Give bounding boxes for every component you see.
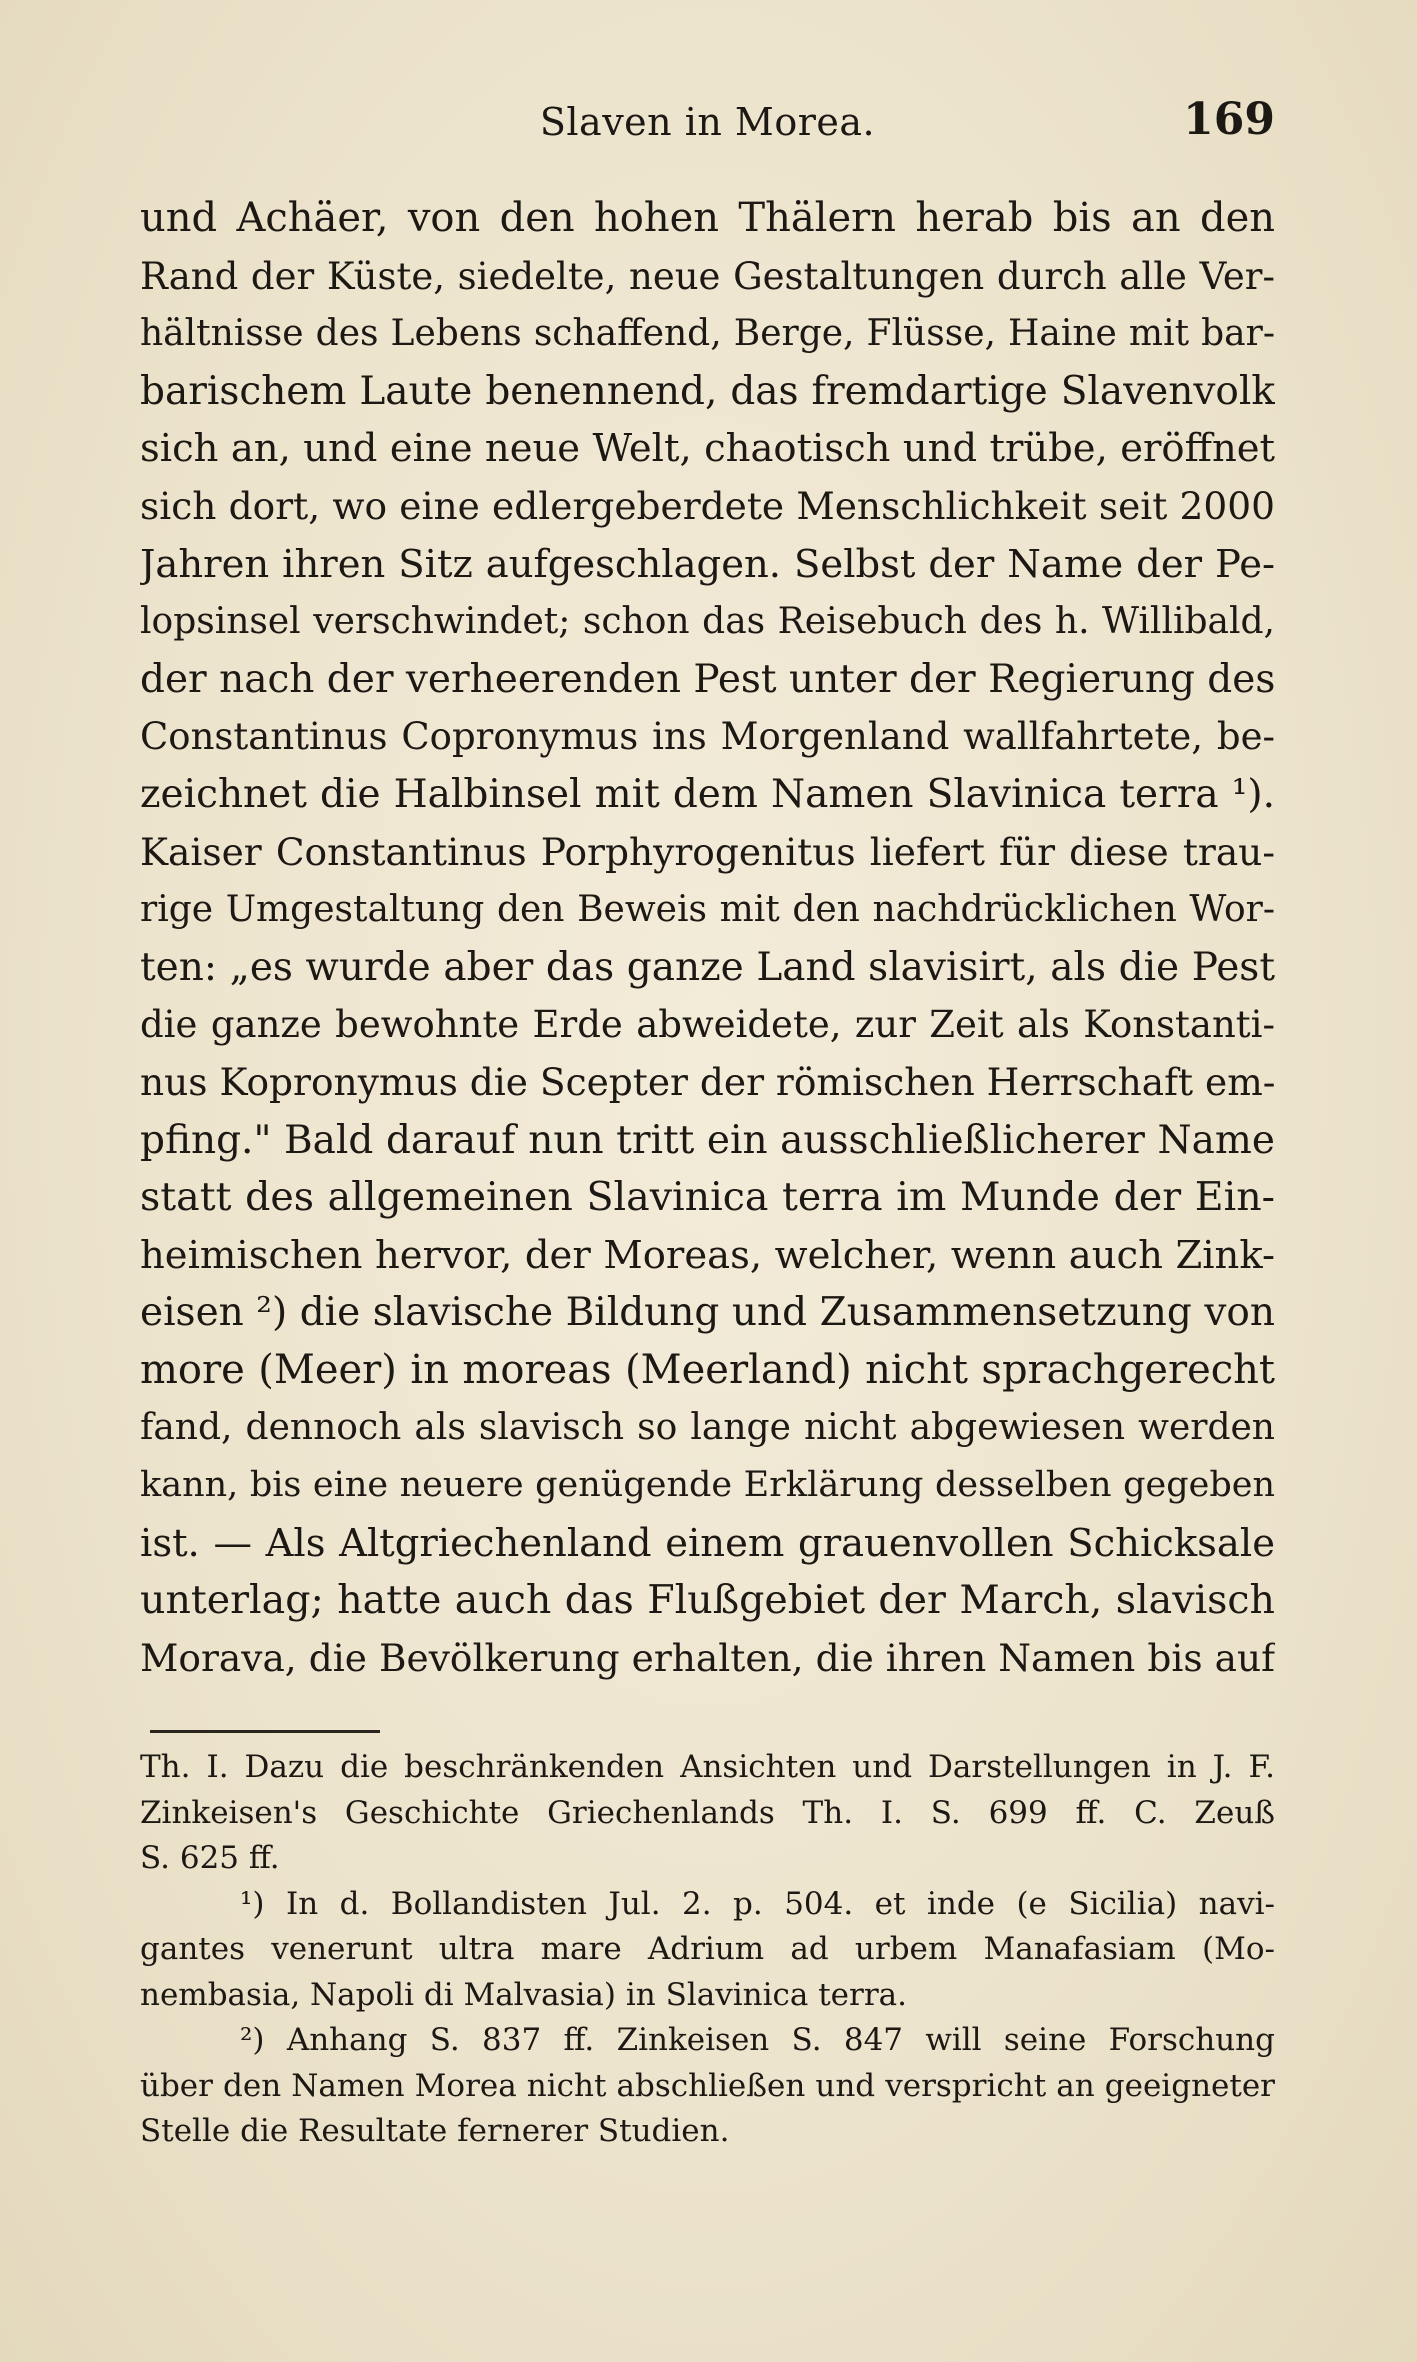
footnote-rule [150,1730,380,1733]
text-line: rige Umgestaltung den Beweis mit den nachdrücklichen Wor- [140,889,1275,931]
running-title: Slaven in Morea. [539,100,876,144]
footnote-line: ¹) In d. Bollandisten Jul. 2. p. 504. et inde (e Sicilia) navi- [240,1885,1275,1922]
text-line: pfing." Bald darauf nun tritt ein ausschließlicherer Name [140,1117,1275,1163]
footnote-line: gantes venerunt ultra mare Adrium ad urbem Manafasiam (Mo- [140,1931,1275,1967]
text-line: Constantinus Copronymus ins Morgenland wallfahrtete, be- [140,715,1275,759]
main-text [140,190,1275,1687]
footnote-line: über den Namen Morea nicht abschließen und verspricht an geeigneter [140,2067,1275,2104]
text-line: Morava, die Bevölkerung erhalten, die ihren Namen bis auf [140,1635,1275,1680]
text-line: barischem Laute benennend, das fremdartige Slavenvolk [140,368,1275,414]
text-line: fand, dennoch als slavisch so lange nicht abgewiesen werden [140,1407,1275,1449]
text-line: sich dort, wo eine edlergeberdete Menschlichkeit seit 2000 [140,483,1275,528]
text-line: Rand der Küste, siedelte, neue Gestaltungen durch alle Ver- [140,254,1275,298]
text-line: zeichnet die Halbinsel mit dem Namen Slavinica terra ¹). [140,771,1275,817]
text-line: more (Meer) in moreas (Meerland) nicht sprachgerecht [140,1346,1275,1393]
footnote-line: Th. I. Dazu die beschränkenden Ansichten und Darstellungen in J. F. [140,1749,1275,1785]
text-line: und Achäer, von den hohen Thälern herab bis an den [140,195,1275,241]
text-line: hältnisse des Lebens schaffend, Berge, Flüsse, Haine mit bar- [140,313,1275,355]
page-number: 169 [1183,94,1275,145]
text-line: lopsinsel verschwindet; schon das Reisebuch des h. Willibald, [140,601,1275,643]
text-line: Jahren ihren Sitz aufgeschlagen. Selbst der Name der Pe- [140,541,1275,587]
footnote-line: Zinkeisen's Geschichte Griechenlands Th. I. S. 699 ff. C. Zeuß [140,1794,1275,1831]
footnote-line: nembasia, Napoli di Malvasia) in Slavinica terra. [140,1976,907,2013]
footnote-line: S. 625 ff. [140,1840,280,1876]
text-line: unterlag; hatte auch das Flußgebiet der March, slavisch [140,1577,1275,1624]
text-line: kann, bis eine neuere genügende Erklärung desselben gegeben [140,1465,1275,1506]
text-line: sich an, und eine neue Welt, chaotisch und trübe, eröffnet [140,426,1275,472]
text-line: die ganze bewohnte Erde abweidete, zur Zeit als Konstanti- [140,1003,1275,1047]
text-line: ist. — Als Altgriechenland einem grauenvollen Schicksale [140,1520,1275,1566]
text-line: eisen ²) die slavische Bildung und Zusammensetzung von [140,1290,1275,1336]
text-line: Kaiser Constantinus Porphyrogenitus liefert für diese trau- [140,829,1275,874]
text-line: statt des allgemeinen Slavinica terra im Munde der Ein- [140,1174,1275,1221]
text-line: nus Kopronymus die Scepter der römischen Herrschaft em- [140,1059,1275,1104]
footnotes [140,1745,1275,2155]
text-line: der nach der verheerenden Pest unter der Regierung des [140,656,1275,702]
footnote-line: ²) Anhang S. 837 ff. Zinkeisen S. 847 will seine Forschung [240,2022,1275,2058]
footnote-line: Stelle die Resultate fernerer Studien. [140,2113,730,2149]
text-line: heimischen hervor, der Moreas, welcher, wenn auch Zink- [140,1232,1275,1278]
text-line: ten: „es wurde aber das ganze Land slavisirt, als die Pest [140,944,1275,990]
page-header [140,94,1275,160]
